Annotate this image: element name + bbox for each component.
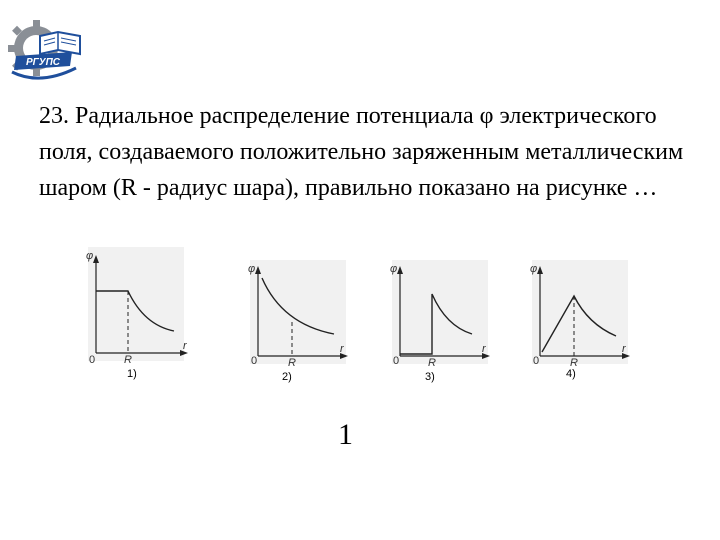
svg-text:φ: φ: [530, 263, 538, 275]
svg-text:0: 0: [393, 355, 400, 367]
graph-3: [386, 258, 496, 369]
svg-text:R: R: [570, 357, 578, 369]
svg-text:r: r: [183, 340, 187, 352]
graph-number-4: 4): [566, 368, 576, 380]
question-text: 23. Радиальное распределение потенциала φ электрического поля, создаваемого положительно заряженным металлическим шаром (R - радиус шара), правильно показано на рисунке …: [39, 103, 684, 201]
svg-text:φ: φ: [248, 263, 256, 275]
graph-1: [82, 245, 192, 366]
svg-text:0: 0: [533, 355, 540, 367]
gear-emblem-icon: [6, 14, 84, 88]
svg-text:r: r: [622, 343, 626, 355]
graph-number-2: 2): [282, 371, 292, 383]
svg-text:φ: φ: [390, 263, 398, 275]
svg-text:r: r: [340, 343, 344, 355]
svg-text:R: R: [428, 357, 436, 369]
graph-4: [526, 258, 636, 369]
svg-text:0: 0: [251, 355, 258, 367]
graph-number-3: 3): [425, 371, 435, 383]
svg-text:РГУПС: РГУПС: [26, 57, 60, 68]
svg-text:r: r: [482, 343, 486, 355]
graph-number-1: 1): [127, 368, 137, 380]
answer-text: 1: [338, 418, 353, 451]
svg-text:R: R: [124, 354, 132, 366]
svg-text:R: R: [288, 357, 296, 369]
svg-text:0: 0: [89, 354, 96, 366]
svg-text:φ: φ: [86, 250, 94, 262]
graph-2: [244, 258, 354, 369]
university-logo: [6, 14, 84, 88]
